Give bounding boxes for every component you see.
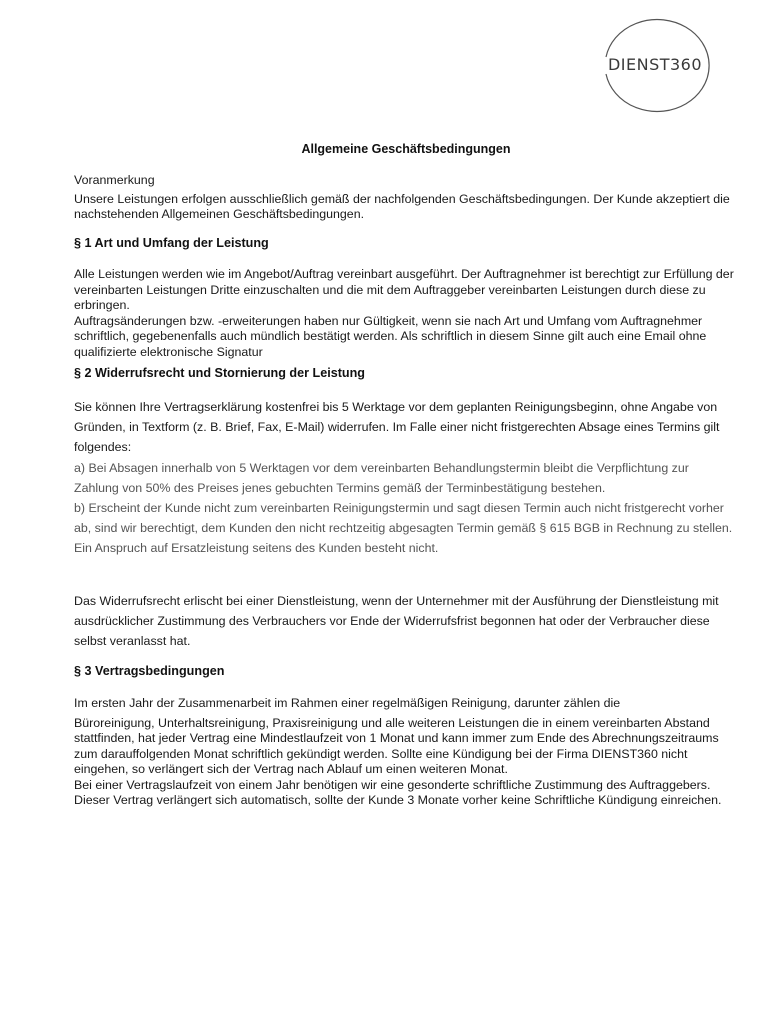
section-1-body bbox=[74, 267, 734, 360]
section-3-paragraph: Im ersten Jahr der Zusammenarbeit im Rahmen einer regelmäßigen Reinigung, darunter zählen die bbox=[74, 696, 621, 710]
section-2-heading: § 2 Widerrufsrecht und Stornierung der Leistung bbox=[74, 366, 365, 380]
preamble-label: Voranmerkung bbox=[74, 173, 155, 187]
section-3-paragraph: Büroreinigung, Unterhaltsreinigung, Praxisreinigung und alle weiteren Leistungen die in einem vereinbarten Abstand stattfinden, hat jeder Vertrag eine Mindestlaufzeit von 1 Monat und kann immer zum Ende des Abrechnungszeitraums zum darauffolgenden Monat schriftlich gekündigt werden. Sollte eine Kündigung bei der Firma DIENST360 nicht eingehen, so verlängert sich der Vertrag nach Ablauf um einen weiteren Monat. bbox=[74, 715, 719, 776]
preamble-section bbox=[74, 173, 734, 223]
section-3-paragraph: Bei einer Vertragslaufzeit von einem Jahr benötigen wir eine gesonderte schriftliche Zustimmung des Auftraggebers. bbox=[74, 777, 711, 792]
section-2-paragraph: Das Widerrufsrecht erlischt bei einer Dienstleistung, wenn der Unternehmer mit der Ausführung der Dienstleistung mit ausdrücklicher Zustimmung des Verbrauchers vor Ende der Widerrufsfrist begonnen hat oder der Verbraucher diese selbst veranlasst hat. bbox=[74, 594, 719, 649]
preamble-text: Unsere Leistungen erfolgen ausschließlich gemäß der nachfolgenden Geschäftsbedingungen. Der Kunde akzeptiert die nachstehenden Allgemeinen Geschäftsbedingungen. bbox=[74, 191, 730, 221]
section-2-withdrawal bbox=[74, 591, 734, 652]
section-1-paragraph: Auftragsänderungen bzw. -erweiterungen haben nur Gültigkeit, wenn sie nach Art und Umfang vom Auftragnehmer schriftlich, gegebenenfalls auch mündlich bestätigt werden. Als schriftlich in diesem Sinne gilt auch eine Email ohne qualifizierte elektronische Signatur bbox=[74, 313, 707, 359]
document-title: Allgemeine Geschäftsbedingungen bbox=[301, 142, 511, 156]
section-2-paragraph: Sie können Ihre Vertragserklärung kostenfrei bis 5 Werktage vor dem geplanten Reinigungsbeginn, ohne Angabe von Gründen, in Textform (z. B. Brief, Fax, E-Mail) widerrufen. Im Falle einer nicht fristgerechten Absage eines Termins gilt folgendes: bbox=[74, 400, 720, 455]
logo-text: DIENST360 bbox=[607, 55, 703, 74]
section-1-paragraph: Alle Leistungen werden wie im Angebot/Auftrag vereinbart ausgeführt. Der Auftragnehmer ist berechtigt zur Erfüllung der vereinbarten Leistungen Dritte einzuschalten und die mit dem Auftraggeber vereinbarten Leistungen durch diese zu erbringen. bbox=[74, 267, 734, 312]
section-2-body bbox=[74, 397, 734, 559]
section-2-item-a: a) Bei Absagen innerhalb von 5 Werktagen vor dem vereinbarten Behandlungstermin bleibt die Verpflichtung zur Zahlung von 50% des Preises jenes gebuchten Termins gemäß der Terminbestätigung bestehen. bbox=[74, 460, 689, 495]
section-3-heading: § 3 Vertragsbedingungen bbox=[74, 664, 225, 678]
section-2-item-b: b) Erscheint der Kunde nicht zum vereinbarten Reinigungstermin und sagt diesen Termin auch nicht fristgerecht vorher ab, sind wir berechtigt, dem Kunden den nicht rechtzeitig abgesagten Termin gemäß § 615 BGB in Rechnung zu stellen. Ein Anspruch auf Ersatzleistung seitens des Kunden besteht nicht. bbox=[74, 501, 733, 556]
section-3-paragraph: Dieser Vertrag verlängert sich automatisch, sollte der Kunde 3 Monate vorher keine Schriftliche Kündigung einreichen. bbox=[74, 793, 722, 807]
section-1-heading: § 1 Art und Umfang der Leistung bbox=[74, 236, 269, 250]
company-logo bbox=[597, 17, 713, 113]
section-3-body bbox=[74, 696, 734, 809]
